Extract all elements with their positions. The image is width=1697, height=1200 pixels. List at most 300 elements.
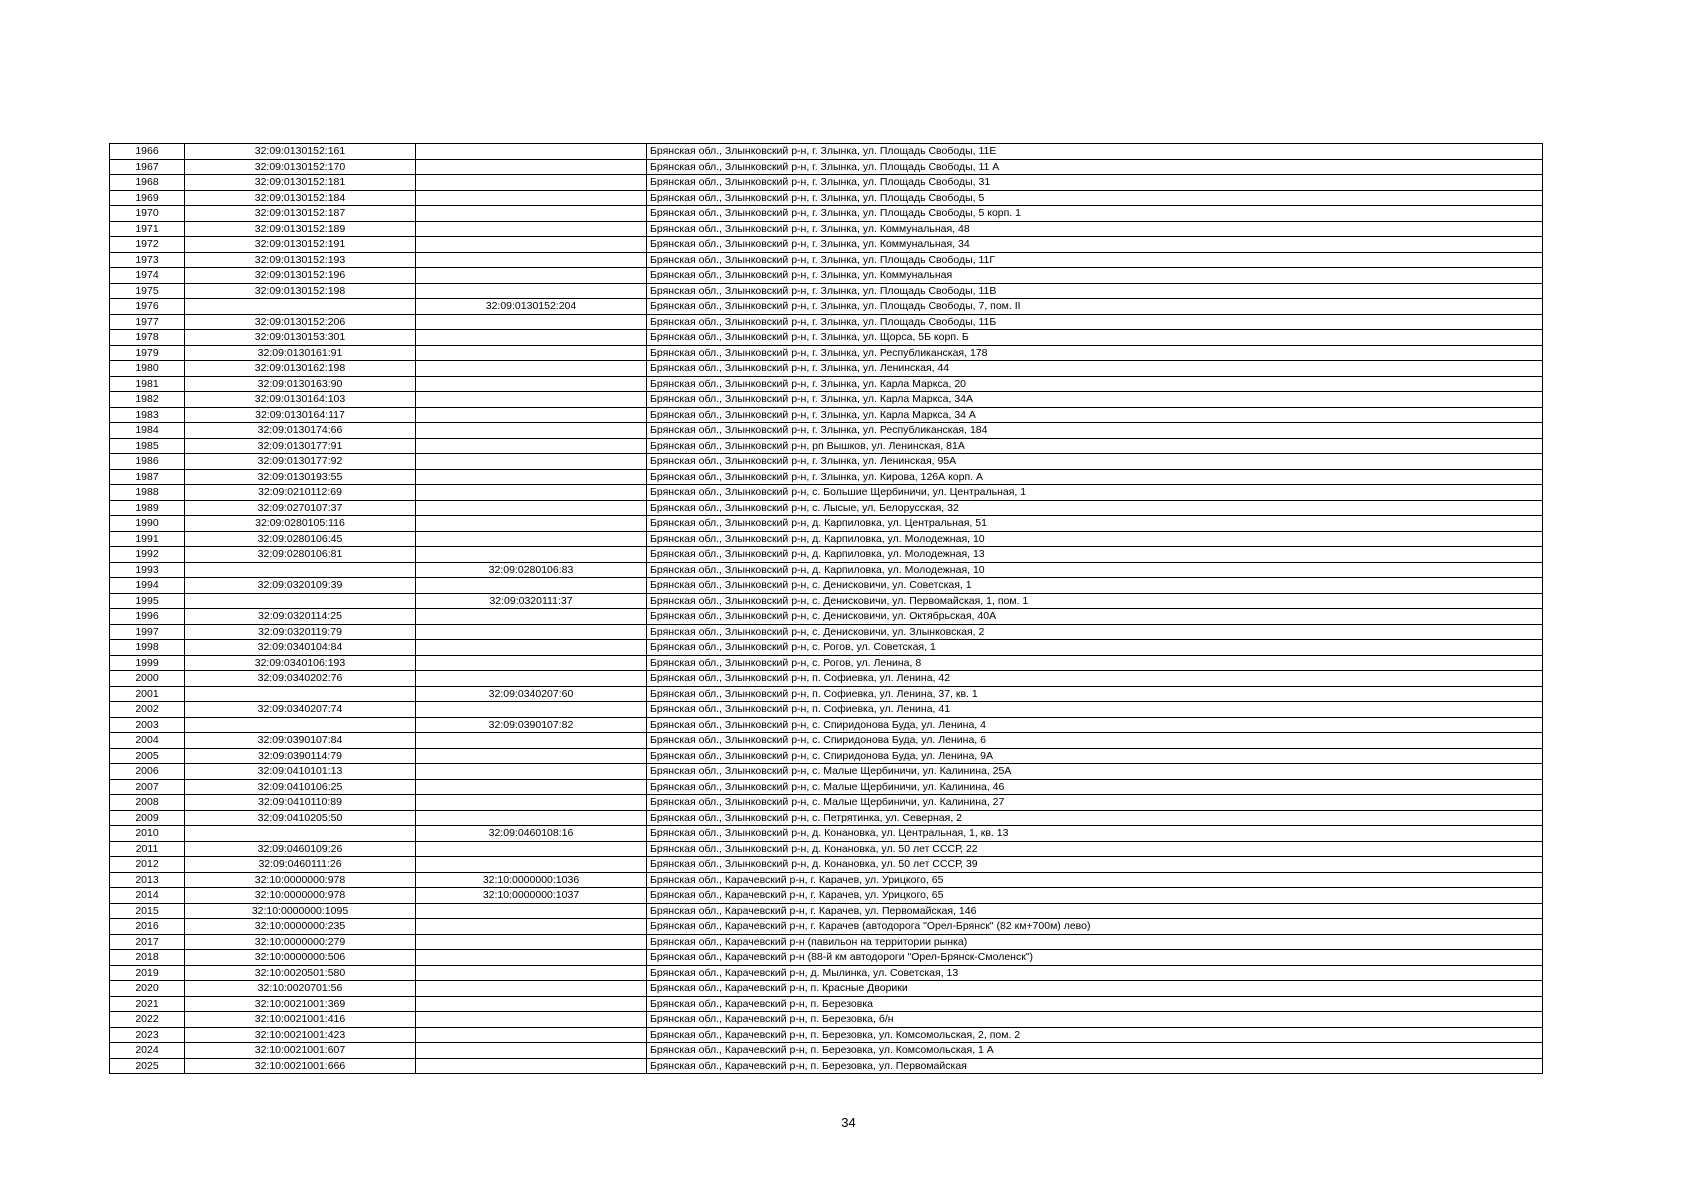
address-cell: Брянская обл., Злынковский р-н, г. Злынка, ул. Площадь Свободы, 5 корп. 1 [647, 206, 1543, 222]
address-cell: Брянская обл., Злынковский р-н, с. Рогов, ул. Советская, 1 [647, 640, 1543, 656]
address-cell: Брянская обл., Злынковский р-н, с. Денисковичи, ул. Первомайская, 1, пом. 1 [647, 593, 1543, 609]
table-row [110, 841, 1543, 857]
cadastral-number-cell [185, 826, 416, 842]
address-cell: Брянская обл., Злынковский р-н, д. Конановка, ул. 50 лет СССР, 22 [647, 841, 1543, 857]
table-row [110, 376, 1543, 392]
row-number-cell: 2016 [110, 919, 185, 935]
premises-cadastral-number-cell [416, 764, 647, 780]
premises-cadastral-number-cell [416, 376, 647, 392]
table-row [110, 299, 1543, 315]
address-cell: Брянская обл., Карачевский р-н, г. Карачев, ул. Урицкого, 65 [647, 872, 1543, 888]
premises-cadastral-number-cell [416, 330, 647, 346]
row-number-cell: 1966 [110, 144, 185, 160]
row-number-cell: 2012 [110, 857, 185, 873]
table-row [110, 1027, 1543, 1043]
cadastral-number-cell: 32:09:0390114:79 [185, 748, 416, 764]
row-number-cell: 1980 [110, 361, 185, 377]
cadastral-number-cell: 32:10:0021001:369 [185, 996, 416, 1012]
address-cell: Брянская обл., Злынковский р-н, г. Злынка, ул. Площадь Свободы, 11В [647, 283, 1543, 299]
row-number-cell: 1984 [110, 423, 185, 439]
row-number-cell: 1985 [110, 438, 185, 454]
row-number-cell: 1999 [110, 655, 185, 671]
table-row [110, 950, 1543, 966]
premises-cadastral-number-cell [416, 438, 647, 454]
premises-cadastral-number-cell [416, 221, 647, 237]
page-number: 34 [841, 1115, 856, 1130]
cadastral-number-cell: 32:09:0410106:25 [185, 779, 416, 795]
address-cell: Брянская обл., Злынковский р-н, с. Денисковичи, ул. Октябрьская, 40А [647, 609, 1543, 625]
address-cell: Брянская обл., Карачевский р-н, п. Красные Дворики [647, 981, 1543, 997]
row-number-cell: 1992 [110, 547, 185, 563]
cadastral-number-cell: 32:09:0130152:187 [185, 206, 416, 222]
premises-cadastral-number-cell [416, 857, 647, 873]
premises-cadastral-number-cell [416, 981, 647, 997]
table-row [110, 826, 1543, 842]
address-cell: Брянская обл., Злынковский р-н, с. Большие Щербиничи, ул. Центральная, 1 [647, 485, 1543, 501]
table-row [110, 268, 1543, 284]
cadastral-number-cell: 32:09:0460111:26 [185, 857, 416, 873]
table-row [110, 1043, 1543, 1059]
premises-cadastral-number-cell [416, 578, 647, 594]
row-number-cell: 2004 [110, 733, 185, 749]
cadastral-number-cell: 32:09:0130152:161 [185, 144, 416, 160]
address-cell: Брянская обл., Злынковский р-н, с. Денисковичи, ул. Злынковская, 2 [647, 624, 1543, 640]
cadastral-number-cell [185, 299, 416, 315]
row-number-cell: 2018 [110, 950, 185, 966]
table-row [110, 485, 1543, 501]
address-cell: Брянская обл., Злынковский р-н, г. Злынка, ул. Коммунальная, 48 [647, 221, 1543, 237]
table-row [110, 965, 1543, 981]
row-number-cell: 1979 [110, 345, 185, 361]
premises-cadastral-number-cell [416, 159, 647, 175]
premises-cadastral-number-cell [416, 1058, 647, 1074]
premises-cadastral-number-cell: 32:10:0000000:1036 [416, 872, 647, 888]
premises-cadastral-number-cell [416, 547, 647, 563]
premises-cadastral-number-cell [416, 268, 647, 284]
premises-cadastral-number-cell [416, 624, 647, 640]
premises-cadastral-number-cell [416, 671, 647, 687]
table-row [110, 237, 1543, 253]
address-cell: Брянская обл., Карачевский р-н (павильон на территории рынка) [647, 934, 1543, 950]
row-number-cell: 2019 [110, 965, 185, 981]
address-cell: Брянская обл., Злынковский р-н, г. Злынка, ул. Республиканская, 178 [647, 345, 1543, 361]
address-cell: Брянская обл., Злынковский р-н, с. Рогов, ул. Ленина, 8 [647, 655, 1543, 671]
address-cell: Брянская обл., Злынковский р-н, д. Конановка, ул. 50 лет СССР, 39 [647, 857, 1543, 873]
premises-cadastral-number-cell [416, 609, 647, 625]
table-row [110, 919, 1543, 935]
premises-cadastral-number-cell [416, 1043, 647, 1059]
row-number-cell: 1973 [110, 252, 185, 268]
cadastral-number-cell: 32:10:0020701:56 [185, 981, 416, 997]
table-row [110, 934, 1543, 950]
address-cell: Брянская обл., Злынковский р-н, г. Злынка, ул. Коммунальная [647, 268, 1543, 284]
premises-cadastral-number-cell: 32:09:0340207:60 [416, 686, 647, 702]
row-number-cell: 2015 [110, 903, 185, 919]
cadastral-number-cell: 32:09:0130152:181 [185, 175, 416, 191]
cadastral-number-cell: 32:09:0410205:50 [185, 810, 416, 826]
table-row [110, 190, 1543, 206]
cadastral-number-cell: 32:09:0130174:66 [185, 423, 416, 439]
address-cell: Брянская обл., Карачевский р-н, п. Березовка [647, 996, 1543, 1012]
row-number-cell: 1975 [110, 283, 185, 299]
table-row [110, 159, 1543, 175]
row-number-cell: 2022 [110, 1012, 185, 1028]
premises-cadastral-number-cell [416, 655, 647, 671]
cadastral-number-cell: 32:10:0000000:506 [185, 950, 416, 966]
row-number-cell: 2009 [110, 810, 185, 826]
cadastral-number-cell: 32:09:0410101:13 [185, 764, 416, 780]
address-cell: Брянская обл., Карачевский р-н, д. Мылинка, ул. Советская, 13 [647, 965, 1543, 981]
cadastral-number-cell: 32:09:0130177:91 [185, 438, 416, 454]
premises-cadastral-number-cell [416, 392, 647, 408]
premises-cadastral-number-cell [416, 345, 647, 361]
address-cell: Брянская обл., Злынковский р-н, д. Карпиловка, ул. Центральная, 51 [647, 516, 1543, 532]
cadastral-number-cell: 32:09:0130152:189 [185, 221, 416, 237]
table-row [110, 562, 1543, 578]
premises-cadastral-number-cell [416, 237, 647, 253]
premises-cadastral-number-cell [416, 810, 647, 826]
premises-cadastral-number-cell [416, 314, 647, 330]
address-cell: Брянская обл., Злынковский р-н, г. Злынка, ул. Ленинская, 44 [647, 361, 1543, 377]
table-row [110, 283, 1543, 299]
cadastral-number-cell: 32:09:0130152:193 [185, 252, 416, 268]
premises-cadastral-number-cell [416, 175, 647, 191]
premises-cadastral-number-cell [416, 903, 647, 919]
premises-cadastral-number-cell [416, 190, 647, 206]
cadastral-number-cell: 32:09:0340106:193 [185, 655, 416, 671]
premises-cadastral-number-cell [416, 779, 647, 795]
cadastral-number-cell: 32:09:0130164:103 [185, 392, 416, 408]
table-row [110, 144, 1543, 160]
premises-cadastral-number-cell [416, 423, 647, 439]
cadastral-number-cell: 32:10:0021001:607 [185, 1043, 416, 1059]
premises-cadastral-number-cell [416, 733, 647, 749]
premises-cadastral-number-cell: 32:09:0460108:16 [416, 826, 647, 842]
row-number-cell: 1968 [110, 175, 185, 191]
address-cell: Брянская обл., Злынковский р-н, п. Софиевка, ул. Ленина, 37, кв. 1 [647, 686, 1543, 702]
row-number-cell: 1998 [110, 640, 185, 656]
address-cell: Брянская обл., Злынковский р-н, г. Злынка, ул. Площадь Свободы, 11 А [647, 159, 1543, 175]
row-number-cell: 1967 [110, 159, 185, 175]
table-row [110, 221, 1543, 237]
cadastral-number-cell: 32:10:0000000:235 [185, 919, 416, 935]
cadastral-number-cell: 32:09:0320114:25 [185, 609, 416, 625]
cadastral-number-cell: 32:10:0000000:279 [185, 934, 416, 950]
row-number-cell: 2020 [110, 981, 185, 997]
table-row [110, 469, 1543, 485]
row-number-cell: 2006 [110, 764, 185, 780]
address-cell: Брянская обл., Карачевский р-н, г. Карачев (автодорога "Орел-Брянск" (82 км+700м) лево) [647, 919, 1543, 935]
address-cell: Брянская обл., Злынковский р-н, д. Карпиловка, ул. Молодежная, 13 [647, 547, 1543, 563]
premises-cadastral-number-cell [416, 640, 647, 656]
cadastral-number-cell: 32:09:0340202:76 [185, 671, 416, 687]
cadastral-number-cell: 32:09:0340104:84 [185, 640, 416, 656]
row-number-cell: 1971 [110, 221, 185, 237]
cadastral-number-cell: 32:10:0000000:978 [185, 888, 416, 904]
cadastral-number-cell: 32:09:0130164:117 [185, 407, 416, 423]
row-number-cell: 2001 [110, 686, 185, 702]
table-row [110, 500, 1543, 516]
address-cell: Брянская обл., Злынковский р-н, г. Злынка, ул. Карла Маркса, 34А [647, 392, 1543, 408]
cadastral-number-cell: 32:10:0020501:580 [185, 965, 416, 981]
premises-cadastral-number-cell [416, 965, 647, 981]
premises-cadastral-number-cell [416, 934, 647, 950]
row-number-cell: 2014 [110, 888, 185, 904]
address-cell: Брянская обл., Злынковский р-н, г. Злынка, ул. Кирова, 126А корп. А [647, 469, 1543, 485]
row-number-cell: 2017 [110, 934, 185, 950]
table-row [110, 578, 1543, 594]
address-cell: Брянская обл., Злынковский р-н, г. Злынка, ул. Площадь Свободы, 5 [647, 190, 1543, 206]
cadastral-number-cell: 32:09:0280106:45 [185, 531, 416, 547]
premises-cadastral-number-cell [416, 841, 647, 857]
table-row [110, 531, 1543, 547]
table-row [110, 717, 1543, 733]
premises-cadastral-number-cell [416, 361, 647, 377]
table-row [110, 996, 1543, 1012]
premises-cadastral-number-cell: 32:09:0280106:83 [416, 562, 647, 578]
cadastral-number-cell: 32:09:0130193:55 [185, 469, 416, 485]
table-row [110, 345, 1543, 361]
premises-cadastral-number-cell [416, 1027, 647, 1043]
premises-cadastral-number-cell [416, 1012, 647, 1028]
table-row [110, 516, 1543, 532]
cadastral-number-cell: 32:10:0021001:416 [185, 1012, 416, 1028]
registry-table [109, 143, 1543, 1074]
address-cell: Брянская обл., Злынковский р-н, п. Софиевка, ул. Ленина, 41 [647, 702, 1543, 718]
premises-cadastral-number-cell [416, 950, 647, 966]
table-row [110, 624, 1543, 640]
cadastral-number-cell: 32:10:0021001:666 [185, 1058, 416, 1074]
row-number-cell: 1977 [110, 314, 185, 330]
table-row [110, 655, 1543, 671]
row-number-cell: 2005 [110, 748, 185, 764]
table-row [110, 981, 1543, 997]
row-number-cell: 1983 [110, 407, 185, 423]
row-number-cell: 1982 [110, 392, 185, 408]
row-number-cell: 2013 [110, 872, 185, 888]
cadastral-number-cell: 32:09:0130152:198 [185, 283, 416, 299]
cadastral-number-cell [185, 686, 416, 702]
table-row [110, 361, 1543, 377]
row-number-cell: 1995 [110, 593, 185, 609]
address-cell: Брянская обл., Злынковский р-н, г. Злынка, ул. Площадь Свободы, 11Б [647, 314, 1543, 330]
address-cell: Брянская обл., Злынковский р-н, г. Злынка, ул. Республиканская, 184 [647, 423, 1543, 439]
cadastral-number-cell: 32:09:0130152:184 [185, 190, 416, 206]
address-cell: Брянская обл., Карачевский р-н (88-й км автодороги "Орел-Брянск-Смоленск") [647, 950, 1543, 966]
premises-cadastral-number-cell [416, 407, 647, 423]
row-number-cell: 1974 [110, 268, 185, 284]
row-number-cell: 2000 [110, 671, 185, 687]
table-row [110, 314, 1543, 330]
row-number-cell: 1991 [110, 531, 185, 547]
cadastral-number-cell: 32:09:0130161:91 [185, 345, 416, 361]
row-number-cell: 1994 [110, 578, 185, 594]
cadastral-number-cell [185, 562, 416, 578]
table-row [110, 795, 1543, 811]
row-number-cell: 2025 [110, 1058, 185, 1074]
cadastral-number-cell: 32:09:0340207:74 [185, 702, 416, 718]
table-row [110, 454, 1543, 470]
table-row [110, 438, 1543, 454]
address-cell: Брянская обл., Злынковский р-н, п. Софиевка, ул. Ленина, 42 [647, 671, 1543, 687]
row-number-cell: 1996 [110, 609, 185, 625]
cadastral-number-cell [185, 717, 416, 733]
row-number-cell: 1993 [110, 562, 185, 578]
premises-cadastral-number-cell: 32:09:0130152:204 [416, 299, 647, 315]
premises-cadastral-number-cell [416, 795, 647, 811]
table-row [110, 748, 1543, 764]
address-cell: Брянская обл., Карачевский р-н, п. Березовка, б/н [647, 1012, 1543, 1028]
premises-cadastral-number-cell [416, 996, 647, 1012]
cadastral-number-cell: 32:09:0410110:89 [185, 795, 416, 811]
table-row [110, 407, 1543, 423]
cadastral-number-cell [185, 593, 416, 609]
row-number-cell: 2021 [110, 996, 185, 1012]
address-cell: Брянская обл., Злынковский р-н, с. Лысые, ул. Белорусская, 32 [647, 500, 1543, 516]
cadastral-number-cell: 32:09:0280106:81 [185, 547, 416, 563]
table-row [110, 330, 1543, 346]
row-number-cell: 1969 [110, 190, 185, 206]
address-cell: Брянская обл., Злынковский р-н, с. Спиридонова Буда, ул. Ленина, 9А [647, 748, 1543, 764]
table-row [110, 888, 1543, 904]
address-cell: Брянская обл., Злынковский р-н, с. Спиридонова Буда, ул. Ленина, 4 [647, 717, 1543, 733]
address-cell: Брянская обл., Карачевский р-н, п. Березовка, ул. Первомайская [647, 1058, 1543, 1074]
registry-table-body [110, 144, 1543, 1074]
table-row [110, 547, 1543, 563]
cadastral-number-cell: 32:09:0130153:301 [185, 330, 416, 346]
table-row [110, 206, 1543, 222]
row-number-cell: 2010 [110, 826, 185, 842]
cadastral-number-cell: 32:09:0270107:37 [185, 500, 416, 516]
table-row [110, 779, 1543, 795]
premises-cadastral-number-cell [416, 702, 647, 718]
address-cell: Брянская обл., Карачевский р-н, п. Березовка, ул. Комсомольская, 1 А [647, 1043, 1543, 1059]
cadastral-number-cell: 32:09:0390107:84 [185, 733, 416, 749]
address-cell: Брянская обл., Карачевский р-н, г. Карачев, ул. Первомайская, 146 [647, 903, 1543, 919]
cadastral-number-cell: 32:09:0210112:69 [185, 485, 416, 501]
table-row [110, 810, 1543, 826]
premises-cadastral-number-cell [416, 531, 647, 547]
address-cell: Брянская обл., Злынковский р-н, с. Денисковичи, ул. Советская, 1 [647, 578, 1543, 594]
address-cell: Брянская обл., Злынковский р-н, г. Злынка, ул. Щорса, 5Б корп. Б [647, 330, 1543, 346]
row-number-cell: 1990 [110, 516, 185, 532]
row-number-cell: 1978 [110, 330, 185, 346]
cadastral-number-cell: 32:09:0320119:79 [185, 624, 416, 640]
table-row [110, 392, 1543, 408]
premises-cadastral-number-cell [416, 516, 647, 532]
row-number-cell: 1976 [110, 299, 185, 315]
address-cell: Брянская обл., Злынковский р-н, с. Малые Щербиничи, ул. Калинина, 46 [647, 779, 1543, 795]
row-number-cell: 1988 [110, 485, 185, 501]
address-cell: Брянская обл., Злынковский р-н, с. Малые Щербиничи, ул. Калинина, 25А [647, 764, 1543, 780]
address-cell: Брянская обл., Карачевский р-н, п. Березовка, ул. Комсомольская, 2, пом. 2 [647, 1027, 1543, 1043]
table-row [110, 640, 1543, 656]
address-cell: Брянская обл., Злынковский р-н, с. Малые Щербиничи, ул. Калинина, 27 [647, 795, 1543, 811]
cadastral-number-cell: 32:10:0000000:978 [185, 872, 416, 888]
table-row [110, 764, 1543, 780]
address-cell: Брянская обл., Злынковский р-н, г. Злынка, ул. Карла Маркса, 20 [647, 376, 1543, 392]
premises-cadastral-number-cell [416, 144, 647, 160]
row-number-cell: 1972 [110, 237, 185, 253]
address-cell: Брянская обл., Злынковский р-н, с. Петрятинка, ул. Северная, 2 [647, 810, 1543, 826]
cadastral-number-cell: 32:10:0021001:423 [185, 1027, 416, 1043]
table-row [110, 903, 1543, 919]
premises-cadastral-number-cell [416, 485, 647, 501]
cadastral-number-cell: 32:09:0460109:26 [185, 841, 416, 857]
address-cell: Брянская обл., Злынковский р-н, г. Злынка, ул. Карла Маркса, 34 А [647, 407, 1543, 423]
premises-cadastral-number-cell [416, 454, 647, 470]
row-number-cell: 2002 [110, 702, 185, 718]
cadastral-number-cell: 32:09:0320109:39 [185, 578, 416, 594]
address-cell: Брянская обл., Злынковский р-н, г. Злынка, ул. Площадь Свободы, 11Г [647, 252, 1543, 268]
table-row [110, 872, 1543, 888]
table-row [110, 175, 1543, 191]
table-row [110, 1058, 1543, 1074]
cadastral-number-cell: 32:09:0130152:191 [185, 237, 416, 253]
table-row [110, 423, 1543, 439]
cadastral-number-cell: 32:09:0130163:90 [185, 376, 416, 392]
table-row [110, 593, 1543, 609]
table-row [110, 609, 1543, 625]
row-number-cell: 1986 [110, 454, 185, 470]
address-cell: Брянская обл., Злынковский р-н, г. Злынка, ул. Ленинская, 95А [647, 454, 1543, 470]
premises-cadastral-number-cell: 32:09:0320111:37 [416, 593, 647, 609]
table-row [110, 1012, 1543, 1028]
table-row [110, 252, 1543, 268]
row-number-cell: 2003 [110, 717, 185, 733]
premises-cadastral-number-cell [416, 500, 647, 516]
cadastral-number-cell: 32:09:0130162:198 [185, 361, 416, 377]
row-number-cell: 2011 [110, 841, 185, 857]
premises-cadastral-number-cell [416, 206, 647, 222]
premises-cadastral-number-cell [416, 283, 647, 299]
premises-cadastral-number-cell: 32:10:0000000:1037 [416, 888, 647, 904]
cadastral-number-cell: 32:10:0000000:1095 [185, 903, 416, 919]
table-row [110, 686, 1543, 702]
table-row [110, 733, 1543, 749]
address-cell: Брянская обл., Злынковский р-н, рп Вышков, ул. Ленинская, 81А [647, 438, 1543, 454]
address-cell: Брянская обл., Злынковский р-н, г. Злынка, ул. Коммунальная, 34 [647, 237, 1543, 253]
premises-cadastral-number-cell [416, 919, 647, 935]
cadastral-number-cell: 32:09:0130152:206 [185, 314, 416, 330]
address-cell: Брянская обл., Злынковский р-н, г. Злынка, ул. Площадь Свободы, 7, пом. II [647, 299, 1543, 315]
row-number-cell: 1970 [110, 206, 185, 222]
address-cell: Брянская обл., Злынковский р-н, г. Злынка, ул. Площадь Свободы, 31 [647, 175, 1543, 191]
row-number-cell: 1981 [110, 376, 185, 392]
address-cell: Брянская обл., Злынковский р-н, д. Карпиловка, ул. Молодежная, 10 [647, 531, 1543, 547]
table-row [110, 671, 1543, 687]
premises-cadastral-number-cell [416, 469, 647, 485]
address-cell: Брянская обл., Злынковский р-н, д. Конановка, ул. Центральная, 1, кв. 13 [647, 826, 1543, 842]
address-cell: Брянская обл., Карачевский р-н, г. Карачев, ул. Урицкого, 65 [647, 888, 1543, 904]
row-number-cell: 2024 [110, 1043, 185, 1059]
address-cell: Брянская обл., Злынковский р-н, с. Спиридонова Буда, ул. Ленина, 6 [647, 733, 1543, 749]
address-cell: Брянская обл., Злынковский р-н, д. Карпиловка, ул. Молодежная, 10 [647, 562, 1543, 578]
premises-cadastral-number-cell: 32:09:0390107:82 [416, 717, 647, 733]
table-row [110, 702, 1543, 718]
table-row [110, 857, 1543, 873]
row-number-cell: 2023 [110, 1027, 185, 1043]
address-cell: Брянская обл., Злынковский р-н, г. Злынка, ул. Площадь Свободы, 11Е [647, 144, 1543, 160]
cadastral-number-cell: 32:09:0130177:92 [185, 454, 416, 470]
cadastral-number-cell: 32:09:0280105:116 [185, 516, 416, 532]
premises-cadastral-number-cell [416, 252, 647, 268]
row-number-cell: 2007 [110, 779, 185, 795]
cadastral-number-cell: 32:09:0130152:196 [185, 268, 416, 284]
cadastral-number-cell: 32:09:0130152:170 [185, 159, 416, 175]
row-number-cell: 1987 [110, 469, 185, 485]
row-number-cell: 1997 [110, 624, 185, 640]
